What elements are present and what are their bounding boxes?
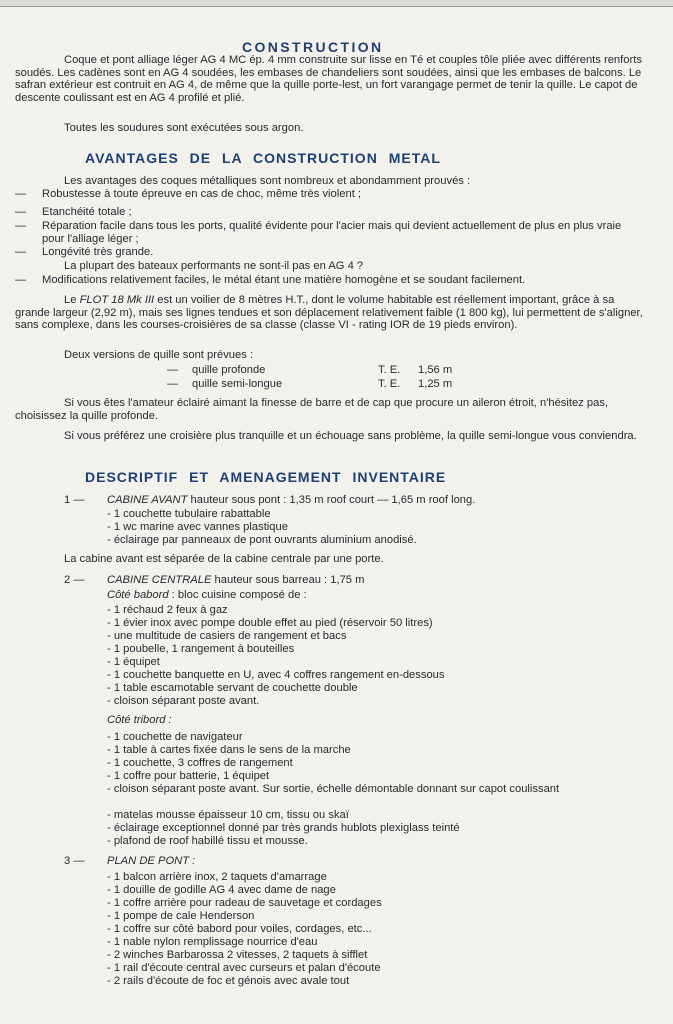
list-item: - 2 rails d'écoute de foc et génois avec avale tout <box>107 975 350 987</box>
quille-profonde-paragraph: Si vous êtes l'amateur éclairé aimant la finesse de barre et de cap que procure un aileron étroit, n'hésitez pas, choisissez la quille profonde. <box>15 397 609 422</box>
list-item: - éclairage exceptionnel donné par très grands hublots plexiglass teinté <box>107 822 460 834</box>
section-number: 2 — <box>64 574 85 586</box>
cabine-centrale-line <box>107 574 364 587</box>
dash-marker: — <box>15 246 27 258</box>
list-item: - une multitude de casiers de rangement et bacs <box>107 630 347 642</box>
list-item: - 1 table escamotable servant de couchette double <box>107 682 358 694</box>
avantages-question: La plupart des bateaux performants ne sont-il pas en AG 4 ? <box>64 260 364 272</box>
dash-marker: — <box>15 188 27 200</box>
avantages-intro: Les avantages des coques métalliques sont nombreux et abondamment prouvés : <box>64 175 471 187</box>
keel-name: quille profonde <box>192 364 266 376</box>
list-item: - matelas mousse épaisseur 10 cm, tissu ou skaï <box>107 809 349 821</box>
list-item: - 1 douille de godille AG 4 avec dame de nage <box>107 884 336 896</box>
list-item: - 1 couchette banquette en U, avec 4 coffres rangement en-dessous <box>107 669 445 681</box>
list-item: - 1 couchette, 3 coffres de rangement <box>107 757 293 769</box>
avantage-item: Réparation facile dans tous les ports, qualité évidente pour l'acier mais qui devient actuellement de plus en plus vraie pour l'alliage léger ; <box>42 220 622 245</box>
list-item: - 1 réchaud 2 feux à gaz <box>107 604 228 616</box>
list-item: - 1 évier inox avec pompe double effet au pied (réservoir 50 litres) <box>107 617 433 629</box>
list-item: - 1 couchette de navigateur <box>107 731 243 743</box>
section-number: 3 — <box>64 855 85 867</box>
cabine-avant-height: hauteur sous pont : 1,35 m roof court — 1,65 m roof long. <box>187 494 476 506</box>
cabine-avant-note: La cabine avant est séparée de la cabine centrale par une porte. <box>64 553 384 565</box>
list-item: - 1 équipet <box>107 656 160 668</box>
plan-de-pont-title: PLAN DE PONT : <box>107 855 196 867</box>
keel-versions-intro: Deux versions de quille sont prévues : <box>64 349 254 361</box>
keel-name: quille semi-longue <box>192 378 283 390</box>
keel-te-label: T. E. <box>378 378 401 390</box>
descriptif-heading: DESCRIPTIF ET AMENAGEMENT INVENTAIRE <box>85 469 447 485</box>
keel-dash: — <box>167 378 179 390</box>
list-item: - 1 coffre sur côté babord pour voiles, cordages, etc... <box>107 923 372 935</box>
flot-description <box>15 294 645 332</box>
keel-dash: — <box>167 364 179 376</box>
list-item: - 2 winches Barbarossa 2 vitesses, 2 taquets à sifflet <box>107 949 368 961</box>
list-item: - 1 balcon arrière inox, 2 taquets d'amarrage <box>107 871 327 883</box>
dash-marker: — <box>15 220 27 232</box>
flot-prefix: Le <box>64 294 80 306</box>
list-item: - cloison séparant poste avant. Sur sortie, échelle démontable donnant sur capot coulissant <box>107 783 560 795</box>
list-item: - 1 pompe de cale Henderson <box>107 910 255 922</box>
babord-label: Côté babord <box>107 589 169 601</box>
list-item: - 1 poubelle, 1 rangement à bouteilles <box>107 643 295 655</box>
avantage-item: Etanchéité totale ; <box>42 206 132 218</box>
list-item: - 1 nable nylon remplissage nourrice d'eau <box>107 936 318 948</box>
dash-marker: — <box>15 274 27 286</box>
list-item: - 1 wc marine avec vannes plastique <box>107 521 288 533</box>
list-item: - 1 coffre arrière pour radeau de sauvetage et cordages <box>107 897 382 909</box>
list-item: - plafond de roof habillé tissu et mousse. <box>107 835 308 847</box>
dash-marker: — <box>15 206 27 218</box>
list-item: - 1 table à cartes fixée dans le sens de la marche <box>107 744 351 756</box>
tribord-label: Côté tribord : <box>107 714 172 726</box>
construction-welding-note: Toutes les soudures sont exécutées sous argon. <box>64 122 304 134</box>
babord-desc: : bloc cuisine composé de : <box>168 589 307 601</box>
list-item: - éclairage par panneaux de pont ouvrants aluminium anodisé. <box>107 534 417 546</box>
quille-semi-longue-paragraph: Si vous préférez une croisière plus tranquille et un échouage sans problème, la quille semi-longue vous conviendra. <box>64 430 637 442</box>
babord-line <box>107 589 307 602</box>
avantages-heading: AVANTAGES DE LA CONSTRUCTION METAL <box>85 150 441 166</box>
construction-paragraph: Coque et pont alliage léger AG 4 MC ép. 4 mm construite sur lisse en Té et couples tôle pliée avec différents renforts soudés. Les cadènes sont en AG 4 soudées, les embases de chandeliers sont soudées, ainsi que les embases de balcons. Le safran extérieur est contruit en AG 4, de même que la quille porte-lest, un fort varangage permet de tenir la quille. Le capot de descente coulissant est en AG 4 profilé et plié. <box>15 54 642 104</box>
list-item: - 1 coffre pour batterie, 1 équipet <box>107 770 270 782</box>
keel-depth: 1,25 m <box>418 378 453 390</box>
avantage-item: Longévité très grande. <box>42 246 154 258</box>
keel-te-label: T. E. <box>378 364 401 376</box>
list-item: - 1 couchette tubulaire rabattable <box>107 508 271 520</box>
cabine-avant-line <box>107 494 475 507</box>
list-item: - 1 rail d'écoute central avec curseurs et palan d'écoute <box>107 962 381 974</box>
section-number: 1 — <box>64 494 85 506</box>
keel-depth: 1,56 m <box>418 364 453 376</box>
avantage-item: Robustesse à toute épreuve en cas de choc, même très violent ; <box>42 188 362 200</box>
flot-model-name: FLOT 18 Mk III <box>79 294 155 306</box>
avantage-item: Modifications relativement faciles, le métal étant une matière homogène et se soudant facilement. <box>42 274 526 286</box>
flot-description-text: est un voilier de 8 mètres H.T., dont le volume habitable est réellement important, grâce à sa grande largeur (2,92 m), mais ses lignes tendues et son déplacement relativement faible (1 800 kg), lui permettent de s'aligner, sans complexe, dans les courses-croisières de sa classe (classe VI - rating IOR de 19 pieds environ). <box>15 294 643 332</box>
cabine-avant-title: CABINE AVANT <box>107 494 188 506</box>
cabine-centrale-height: hauteur sous barreau : 1,75 m <box>211 574 365 586</box>
construction-heading: CONSTRUCTION <box>242 39 384 55</box>
list-item: - cloison séparant poste avant. <box>107 695 260 707</box>
cabine-centrale-title: CABINE CENTRALE <box>107 574 212 586</box>
